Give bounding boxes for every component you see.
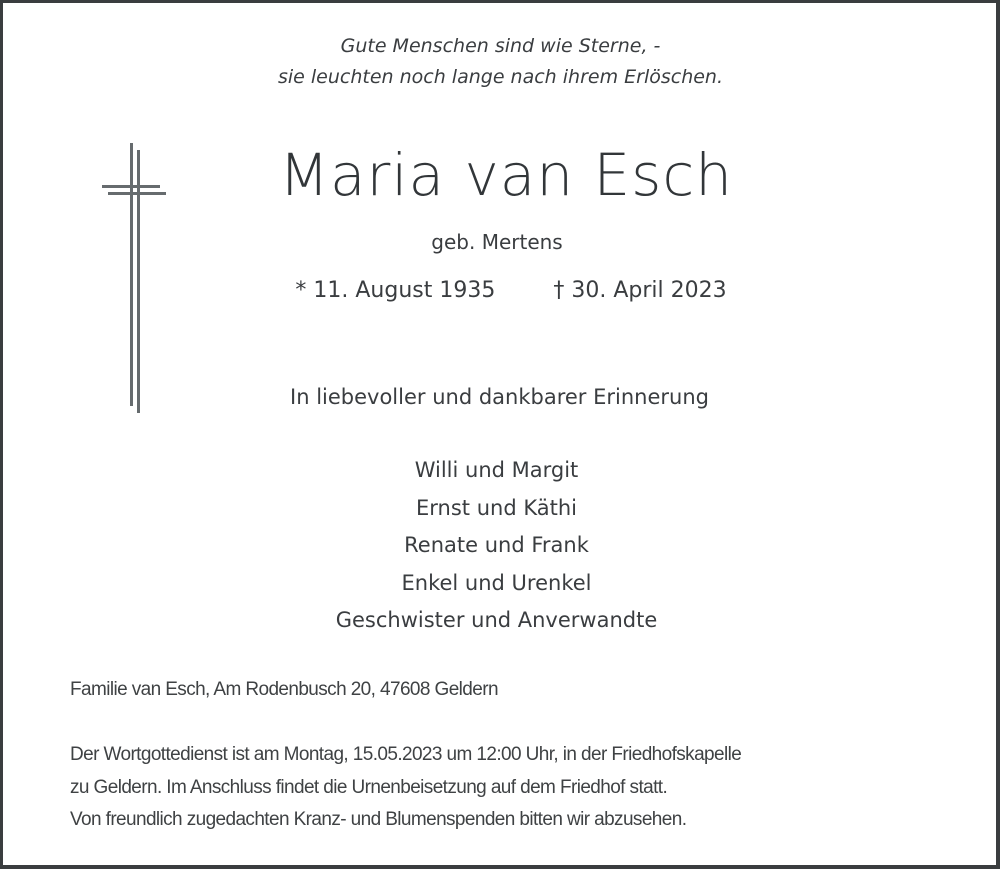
motto-line-2: sie leuchten noch lange nach ihrem Erlöschen. bbox=[277, 66, 724, 88]
mourner: Enkel und Urenkel bbox=[401, 570, 592, 595]
deceased-name: Maria van Esch bbox=[278, 141, 734, 209]
mourner: Willi und Margit bbox=[414, 458, 579, 482]
mourners-list bbox=[3, 452, 990, 640]
death-cross-icon: † bbox=[553, 278, 565, 303]
life-dates bbox=[3, 278, 1000, 303]
mourner: Ernst und Käthi bbox=[416, 495, 577, 520]
dedication: In liebevoller und dankbarer Erinnerung bbox=[290, 385, 709, 409]
service-line: Von freundlich zugedachten Kranz- und Blumenspenden bitten wir abzusehen. bbox=[70, 809, 687, 830]
birth-date: 11. August 1935 bbox=[313, 278, 496, 303]
service-line: zu Geldern. Im Anschluss findet die Urnenbeisetzung auf dem Friedhof statt. bbox=[70, 776, 668, 798]
mourner: Geschwister und Anverwandte bbox=[335, 608, 658, 632]
mourner: Renate und Frank bbox=[404, 533, 589, 557]
family-address: Familie van Esch, Am Rodenbusch 20, 47608 Geldern bbox=[70, 679, 498, 700]
service-info bbox=[70, 739, 741, 837]
motto-line-1: Gute Menschen sind wie Sterne, - bbox=[340, 35, 661, 57]
service-line: Der Wortgottedienst ist am Montag, 15.05.2023 um 12:00 Uhr, in der Friedhofskapelle bbox=[70, 744, 742, 765]
maiden-name: geb. Mertens bbox=[431, 230, 563, 254]
birth-symbol: * bbox=[295, 278, 307, 303]
death-date: 30. April 2023 bbox=[571, 278, 727, 303]
obituary-notice bbox=[3, 3, 996, 865]
motto-quote bbox=[3, 31, 998, 93]
